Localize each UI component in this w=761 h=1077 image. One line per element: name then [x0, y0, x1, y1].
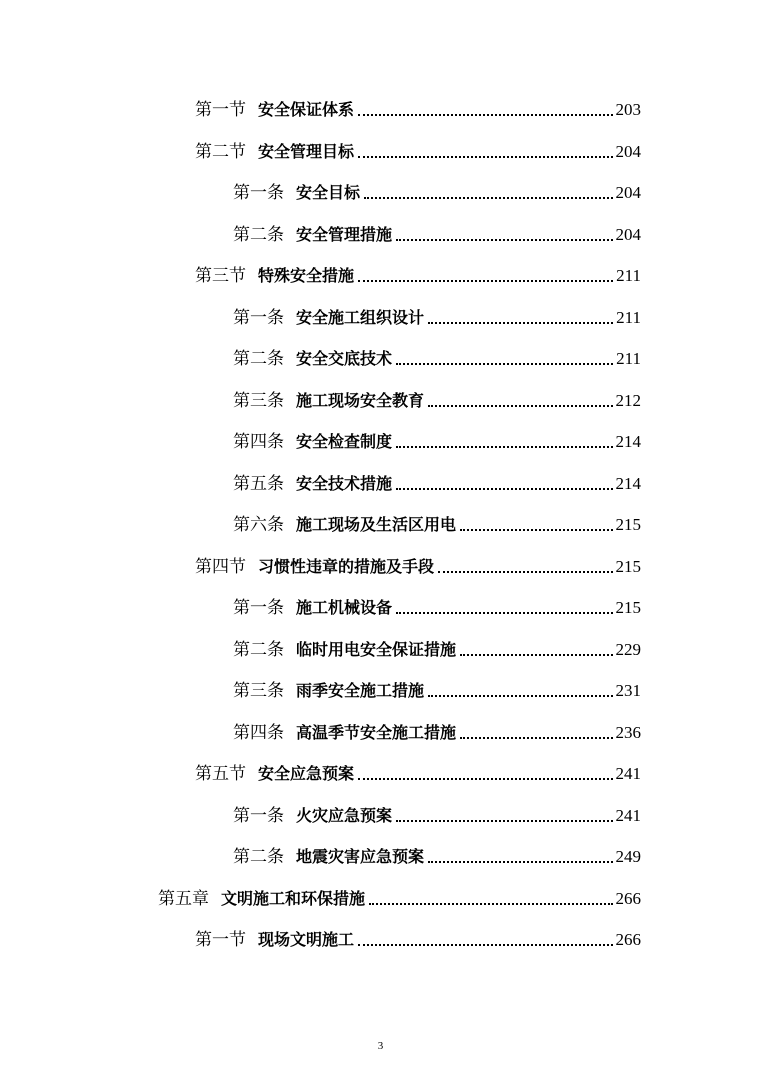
dot-leader: [396, 363, 613, 365]
toc-entry-section[interactable]: [195, 554, 641, 578]
toc-entry-article[interactable]: [233, 720, 641, 744]
toc-entry-page: 211: [616, 308, 641, 327]
toc-entry-prefix: 第三条: [233, 391, 284, 411]
toc-entry-title: 安全管理措施: [296, 225, 393, 244]
toc-entry-title: 现场文明施工: [258, 930, 355, 949]
page-number: 3: [377, 1040, 384, 1052]
toc-entry-title: 安全管理目标: [258, 142, 355, 161]
toc-entry-section[interactable]: [195, 263, 641, 287]
dot-leader: [460, 654, 612, 656]
toc-entry-article[interactable]: [233, 595, 641, 619]
dot-leader: [364, 197, 612, 199]
dot-leader: [460, 737, 612, 739]
toc-entry-section[interactable]: [195, 761, 641, 785]
toc-entry-page: 204: [615, 225, 641, 244]
dot-leader: [428, 695, 612, 697]
dot-leader: [460, 529, 612, 531]
toc-entry-title: 安全应急预案: [258, 764, 355, 783]
toc-entry-page: 211: [616, 349, 641, 368]
toc-entry-prefix: 第二条: [233, 847, 284, 867]
toc-entry-prefix: 第一节: [195, 100, 246, 120]
toc-entry-title: 施工现场安全教育: [296, 391, 425, 410]
toc-entry-page: 236: [615, 723, 641, 742]
toc-entry-prefix: 第五条: [233, 474, 284, 494]
dot-leader: [438, 571, 612, 573]
toc-entry-page: 215: [615, 515, 641, 534]
toc-entry-section[interactable]: [195, 97, 641, 121]
toc-entry-page: 241: [615, 806, 641, 825]
toc-entry-page: 231: [615, 681, 641, 700]
toc-entry-prefix: 第三节: [195, 266, 246, 286]
toc-entry-section[interactable]: [195, 927, 641, 951]
toc-entry-title: 雨季安全施工措施: [296, 681, 425, 700]
toc-entry-prefix: 第一条: [233, 183, 284, 203]
dot-leader: [396, 239, 612, 241]
toc-entry-article[interactable]: [233, 844, 641, 868]
toc-entry-prefix: 第二节: [195, 142, 246, 162]
toc-entry-title: 安全检查制度: [296, 432, 393, 451]
toc-entry-article[interactable]: [233, 180, 641, 204]
toc-entry-article[interactable]: [233, 803, 641, 827]
dot-leader: [428, 861, 612, 863]
toc-entry-title: 火灾应急预案: [296, 806, 393, 825]
dot-leader: [396, 488, 612, 490]
toc-entry-prefix: 第一条: [233, 598, 284, 618]
toc-entry-prefix: 第一条: [233, 308, 284, 328]
toc-entry-article[interactable]: [233, 678, 641, 702]
toc-entry-page: 249: [615, 847, 641, 866]
toc-entry-title: 高温季节安全施工措施: [296, 723, 457, 742]
dot-leader: [369, 903, 612, 905]
dot-leader: [428, 322, 613, 324]
toc-entry-title: 文明施工和环保措施: [221, 889, 366, 908]
toc-entry-title: 安全技术措施: [296, 474, 393, 493]
toc-entry-article[interactable]: [233, 429, 641, 453]
toc-entry-prefix: 第六条: [233, 515, 284, 535]
toc-entry-title: 习惯性违章的措施及手段: [258, 557, 435, 576]
toc-entry-prefix: 第三条: [233, 681, 284, 701]
toc-entry-title: 安全交底技术: [296, 349, 393, 368]
toc-entry-prefix: 第五章: [158, 889, 209, 909]
toc-entry-title: 施工现场及生活区用电: [296, 515, 457, 534]
dot-leader: [358, 114, 612, 116]
toc-entry-page: 229: [615, 640, 641, 659]
toc-entry-page: 204: [615, 142, 641, 161]
toc-entry-article[interactable]: [233, 222, 641, 246]
toc-entry-prefix: 第二条: [233, 349, 284, 369]
toc-entry-section[interactable]: [195, 139, 641, 163]
dot-leader: [358, 156, 612, 158]
dot-leader: [396, 820, 612, 822]
toc-entry-page: 203: [615, 100, 641, 119]
toc-entry-chapter[interactable]: [158, 886, 641, 910]
toc-entry-title: 安全保证体系: [258, 100, 355, 119]
dot-leader: [396, 446, 612, 448]
toc-entry-page: 266: [615, 930, 641, 949]
toc-entry-title: 施工机械设备: [296, 598, 393, 617]
toc-entry-prefix: 第四条: [233, 432, 284, 452]
toc-entry-article[interactable]: [233, 388, 641, 412]
toc-entry-prefix: 第二条: [233, 225, 284, 245]
dot-leader: [428, 405, 612, 407]
toc-entry-page: 212: [615, 391, 641, 410]
toc-entry-article[interactable]: [233, 305, 641, 329]
toc-entry-title: 特殊安全措施: [258, 266, 355, 285]
toc-entry-page: 211: [616, 266, 641, 285]
toc-entry-title: 临时用电安全保证措施: [296, 640, 457, 659]
dot-leader: [358, 280, 613, 282]
toc-entry-page: 204: [615, 183, 641, 202]
toc-entry-article[interactable]: [233, 346, 641, 370]
dot-leader: [358, 778, 612, 780]
toc-entry-prefix: 第四条: [233, 723, 284, 743]
toc-entry-page: 214: [615, 432, 641, 451]
toc-entry-page: 215: [615, 598, 641, 617]
toc-entry-page: 241: [615, 764, 641, 783]
toc-entry-article[interactable]: [233, 512, 641, 536]
toc-entry-article[interactable]: [233, 637, 641, 661]
toc-entry-prefix: 第五节: [195, 764, 246, 784]
dot-leader: [358, 944, 612, 946]
toc-entry-title: 地震灾害应急预案: [296, 847, 425, 866]
toc-entry-prefix: 第二条: [233, 640, 284, 660]
toc-entry-title: 安全施工组织设计: [296, 308, 425, 327]
toc-entry-prefix: 第四节: [195, 557, 246, 577]
toc-entry-page: 215: [615, 557, 641, 576]
toc-entry-prefix: 第一条: [233, 806, 284, 826]
toc-entry-article[interactable]: [233, 471, 641, 495]
toc-entry-prefix: 第一节: [195, 930, 246, 950]
toc-entry-title: 安全目标: [296, 183, 361, 202]
toc-entry-page: 266: [615, 889, 641, 908]
dot-leader: [396, 612, 612, 614]
toc-entry-page: 214: [615, 474, 641, 493]
